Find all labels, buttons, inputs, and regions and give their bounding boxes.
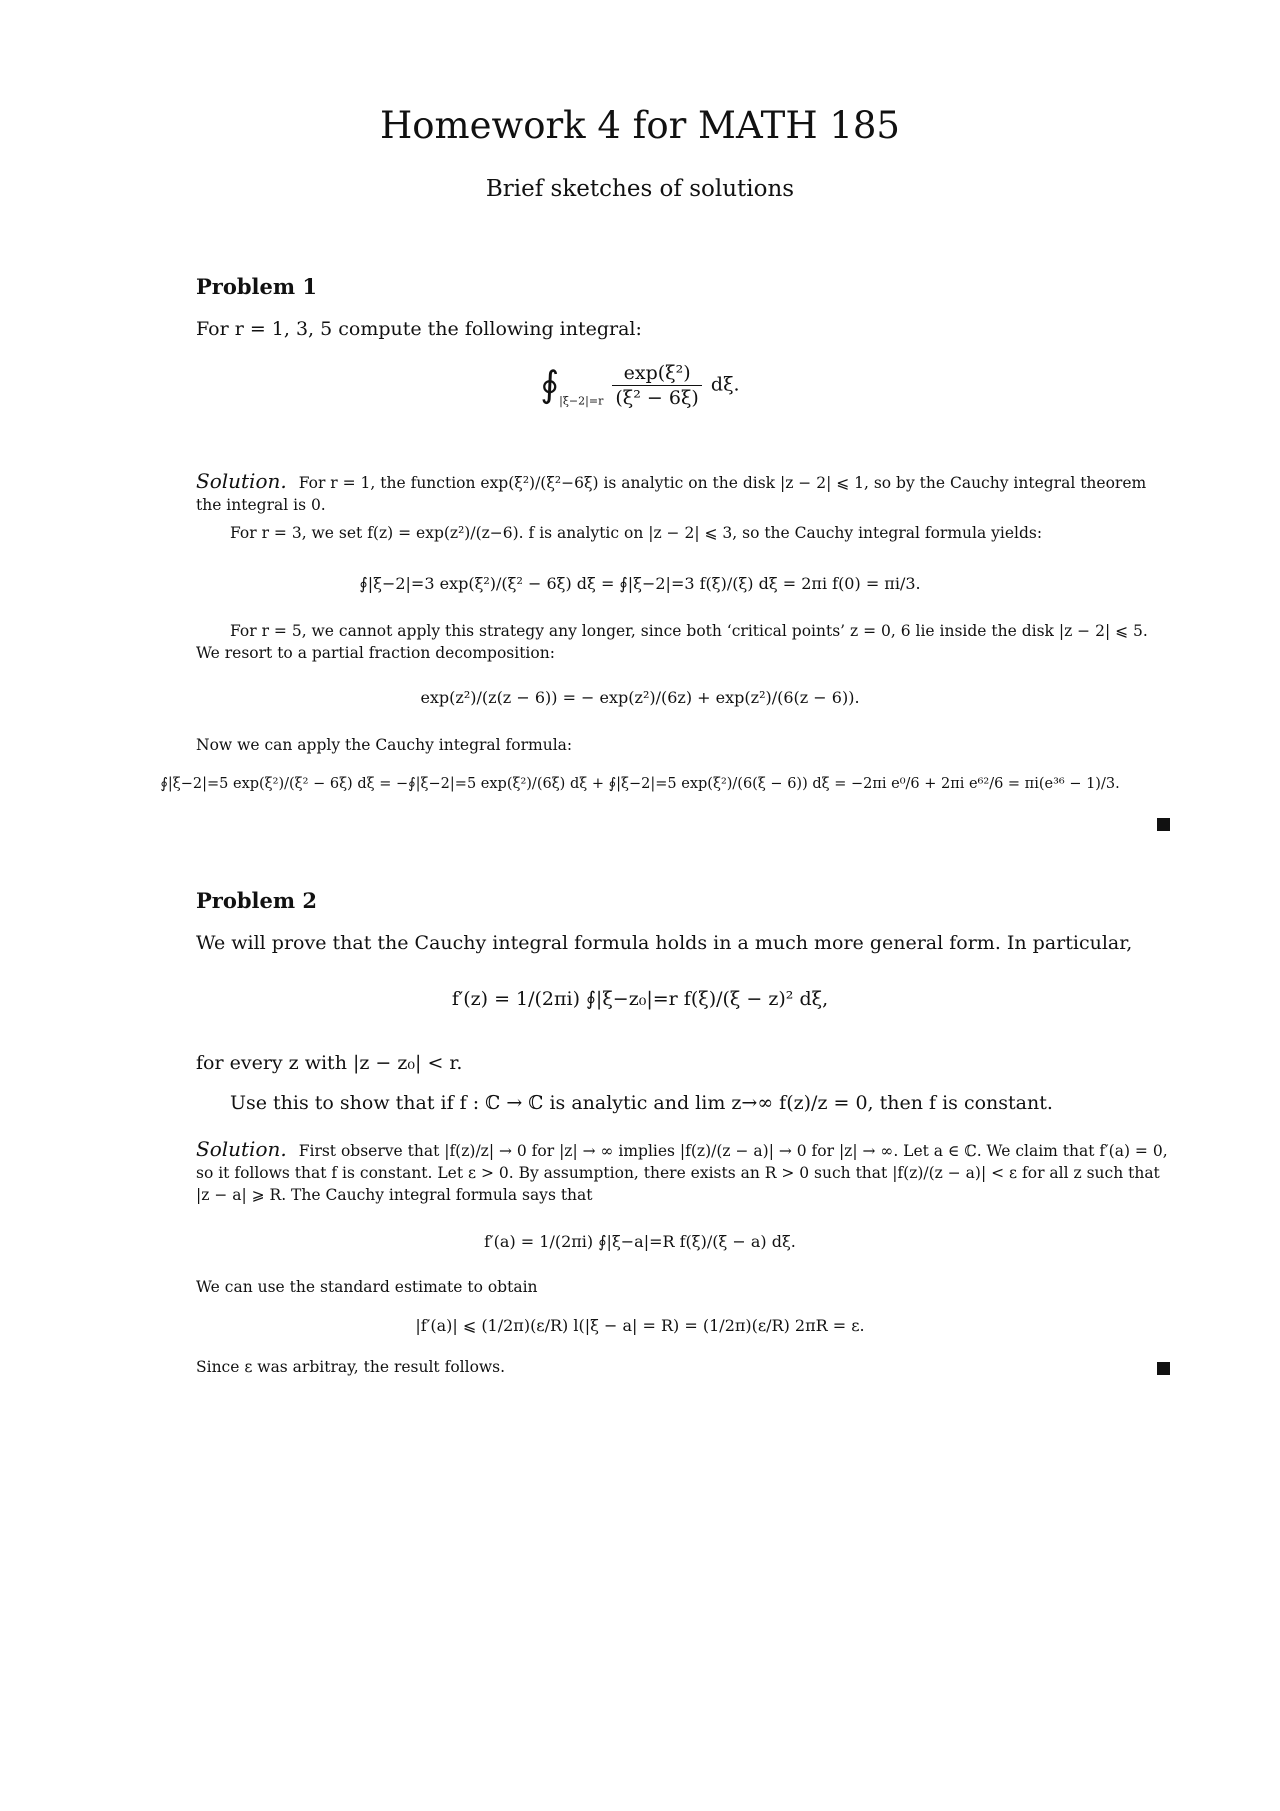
solution-r1-text: For r = 1, the function exp(ξ²)/(ξ²−6ξ) is analytic on the disk |z − 2| ⩽ 1, so by the Cauchy integral theorem the integral is 0. (196, 474, 1147, 514)
problem-1-equation-r3: ∮|ξ−2|=3 exp(ξ²)/(ξ² − 6ξ) dξ = ∮|ξ−2|=3 f(ξ)/(ξ) dξ = 2πi f(0) = πi/3. (359, 574, 921, 593)
problem-2-statement: We will prove that the Cauchy integral formula holds in a much more general form. In particular, (196, 932, 1133, 954)
problem-1-heading: Problem 1 (196, 274, 318, 299)
integral-contour: |ξ−2|=r (559, 394, 604, 408)
integral-numerator: exp(ξ²) (612, 362, 701, 386)
problem-2-solution (196, 1138, 1172, 1206)
integral-differential: dξ. (710, 373, 740, 396)
problem-2-estimate-equation: |f′(a)| ⩽ (1/2π)(ε/R) l(|ξ − a| = R) = (1/2π)(ε/R) 2πR = ε. (415, 1316, 865, 1335)
page-title: Homework 4 for MATH 185 (380, 104, 900, 147)
problem-1-solution-r5: For r = 5, we cannot apply this strategy any longer, since both ‘critical points’ z = 0, 6 lie inside the disk |z − 2| ⩽ 5. We resort to a partial fraction decomposition: (196, 622, 1148, 662)
problem-2-conclusion: Since ε was arbitray, the result follows. (196, 1358, 506, 1376)
integral-denominator: (ξ² − 6ξ) (615, 387, 699, 409)
problem-1-final-equation: ∮|ξ−2|=5 exp(ξ²)/(ξ² − 6ξ) dξ = −∮|ξ−2|=5 exp(ξ²)/(6ξ) dξ + ∮|ξ−2|=5 exp(ξ²)/(6(ξ − 6)) dξ = −2πi e⁰/6 + 2πi e⁶²/6 = πi(e³⁶ − 1)/3. (160, 776, 1120, 792)
problem-2-condition: for every z with |z − z₀| < r. (196, 1052, 463, 1074)
problem-1-solution-r3: For r = 3, we set f(z) = exp(z²)/(z−6). f is analytic on |z − 2| ⩽ 3, so the Cauchy integral formula yields: (230, 524, 1043, 542)
problem-2-main-equation: f′(z) = 1/(2πi) ∮|ξ−z₀|=r f(ξ)/(ξ − z)² dξ, (451, 988, 829, 1010)
page-subtitle: Brief sketches of solutions (485, 176, 795, 202)
solution-2-text: First observe that |f(z)/z| → 0 for |z| → ∞ implies |f(z)/(z − a)| → 0 for |z| → ∞. Let a ∈ ℂ. We claim that f′(a) = 0, so it follows that f is constant. Let ε > 0. By assumption, there exists an R > 0 such that |f(z)/(z − a)| < ε for all z such that |z − a| ⩾ R. The Cauchy integral formula says that (196, 1142, 1168, 1204)
problem-1-solution-r1 (196, 470, 1172, 516)
problem-1-integral (0, 362, 1280, 409)
qed-mark (1157, 1362, 1170, 1375)
qed-mark (1157, 818, 1170, 831)
contour-integral-symbol: ∮ (540, 364, 560, 406)
problem-1-partial-fractions: exp(z²)/(z(z − 6)) = − exp(z²)/(6z) + exp(z²)/(6(z − 6)). (420, 688, 860, 707)
solution-label: Solution. (196, 1137, 287, 1161)
problem-2-estimate-text: We can use the standard estimate to obtain (196, 1278, 538, 1296)
problem-1-apply-text: Now we can apply the Cauchy integral formula: (196, 736, 573, 754)
problem-2-task: Use this to show that if f : ℂ → ℂ is analytic and lim z→∞ f(z)/z = 0, then f is constant. (230, 1092, 1053, 1114)
problem-2-cauchy-formula: f′(a) = 1/(2πi) ∮|ξ−a|=R f(ξ)/(ξ − a) dξ. (484, 1232, 796, 1251)
solution-label: Solution. (196, 469, 287, 493)
problem-1-statement: For r = 1, 3, 5 compute the following integral: (196, 318, 642, 340)
problem-2-heading: Problem 2 (196, 888, 318, 913)
